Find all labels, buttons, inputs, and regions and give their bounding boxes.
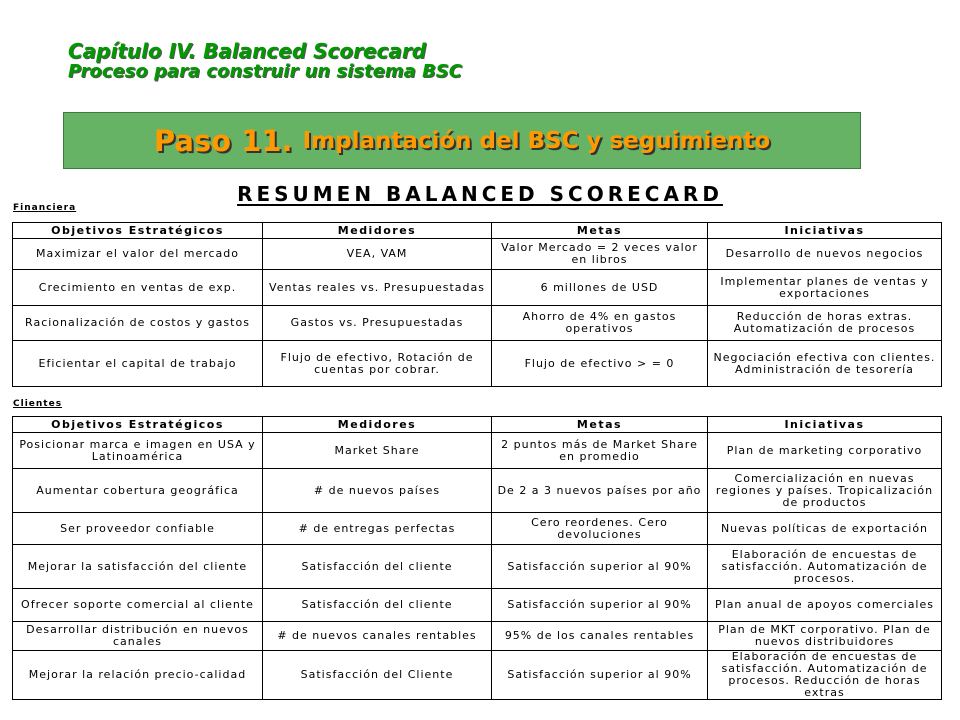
objective-cell: Crecimiento en ventas de exp. <box>13 270 263 306</box>
measure-cell: # de nuevos canales rentables <box>263 622 492 651</box>
column-header-objectives: Objetivos Estratégicos <box>13 417 263 433</box>
measure-cell: Flujo de efectivo, Rotación de cuentas por cobrar. <box>263 341 492 387</box>
measure-cell: Satisfacción del cliente <box>263 545 492 589</box>
objective-cell: Mejorar la satisfacción del cliente <box>13 545 263 589</box>
chapter-heading <box>68 40 462 82</box>
column-header-initiatives: Iniciativas <box>708 223 942 239</box>
initiative-cell: Implementar planes de ventas y exportaciones <box>708 270 942 306</box>
financial-table <box>12 222 942 387</box>
step-title: Implantación del BSC y seguimiento <box>302 127 771 154</box>
chapter-title: Capítulo IV. Balanced Scorecard <box>68 39 427 63</box>
measure-cell: Satisfacción del Cliente <box>263 651 492 700</box>
measure-cell: # de nuevos países <box>263 469 492 513</box>
initiative-cell: Reducción de horas extras. Automatización de procesos <box>708 306 942 341</box>
target-cell: Satisfacción superior al 90% <box>492 589 708 622</box>
target-cell: Valor Mercado = 2 veces valor en libros <box>492 239 708 270</box>
objective-cell: Aumentar cobertura geográfica <box>13 469 263 513</box>
objective-cell: Ser proveedor confiable <box>13 513 263 545</box>
target-cell: Satisfacción superior al 90% <box>492 545 708 589</box>
initiative-cell: Plan de MKT corporativo. Plan de nuevos distribuidores <box>708 622 942 651</box>
step-number: Paso 11. <box>153 123 293 158</box>
target-cell: 2 puntos más de Market Share en promedio <box>492 433 708 469</box>
target-cell: Ahorro de 4% en gastos operativos <box>492 306 708 341</box>
table-row <box>13 306 942 341</box>
column-header-initiatives: Iniciativas <box>708 417 942 433</box>
summary-title-text: RESUMEN BALANCED SCORECARD <box>237 182 723 206</box>
initiative-cell: Nuevas políticas de exportación <box>708 513 942 545</box>
target-cell: Satisfacción superior al 90% <box>492 651 708 700</box>
table-row <box>13 469 942 513</box>
initiative-cell: Elaboración de encuestas de satisfacción. Automatización de procesos. Reducción de horas extras <box>708 651 942 700</box>
section-label-clientes: Clientes <box>13 399 63 409</box>
measure-cell: Gastos vs. Presupuestadas <box>263 306 492 341</box>
initiative-cell: Comercialización en nuevas regiones y países. Tropicalización de productos <box>708 469 942 513</box>
table-row <box>13 513 942 545</box>
target-cell: 6 millones de USD <box>492 270 708 306</box>
measure-cell: # de entregas perfectas <box>263 513 492 545</box>
target-cell: Cero reordenes. Cero devoluciones <box>492 513 708 545</box>
table-row <box>13 433 942 469</box>
initiative-cell: Elaboración de encuestas de satisfacción. Automatización de procesos. <box>708 545 942 589</box>
column-header-targets: Metas <box>492 417 708 433</box>
measure-cell: VEA, VAM <box>263 239 492 270</box>
objective-cell: Posicionar marca e imagen en USA y Latinoamérica <box>13 433 263 469</box>
target-cell: 95% de los canales rentables <box>492 622 708 651</box>
initiative-cell: Plan anual de apoyos comerciales <box>708 589 942 622</box>
target-cell: Flujo de efectivo > = 0 <box>492 341 708 387</box>
objective-cell: Desarrollar distribución en nuevos canales <box>13 622 263 651</box>
measure-cell: Ventas reales vs. Presupuestadas <box>263 270 492 306</box>
objective-cell: Ofrecer soporte comercial al cliente <box>13 589 263 622</box>
step-banner <box>63 112 861 169</box>
table-header-row <box>13 223 942 239</box>
column-header-targets: Metas <box>492 223 708 239</box>
table-header-row <box>13 417 942 433</box>
chapter-subtitle: Proceso para construir un sistema BSC <box>68 61 462 82</box>
column-header-measures: Medidores <box>263 223 492 239</box>
table-row <box>13 622 942 651</box>
initiative-cell: Plan de marketing corporativo <box>708 433 942 469</box>
table-row <box>13 651 942 700</box>
target-cell: De 2 a 3 nuevos países por año <box>492 469 708 513</box>
initiative-cell: Desarrollo de nuevos negocios <box>708 239 942 270</box>
table-row <box>13 239 942 270</box>
clients-table <box>12 416 942 700</box>
objective-cell: Eficientar el capital de trabajo <box>13 341 263 387</box>
measure-cell: Satisfacción del cliente <box>263 589 492 622</box>
objective-cell: Mejorar la relación precio-calidad <box>13 651 263 700</box>
table-row <box>13 545 942 589</box>
table-row <box>13 270 942 306</box>
summary-title <box>0 182 960 206</box>
objective-cell: Maximizar el valor del mercado <box>13 239 263 270</box>
column-header-objectives: Objetivos Estratégicos <box>13 223 263 239</box>
table-row <box>13 341 942 387</box>
initiative-cell: Negociación efectiva con clientes. Administración de tesorería <box>708 341 942 387</box>
objective-cell: Racionalización de costos y gastos <box>13 306 263 341</box>
section-label-financiera: Financiera <box>13 203 77 213</box>
measure-cell: Market Share <box>263 433 492 469</box>
table-row <box>13 589 942 622</box>
column-header-measures: Medidores <box>263 417 492 433</box>
